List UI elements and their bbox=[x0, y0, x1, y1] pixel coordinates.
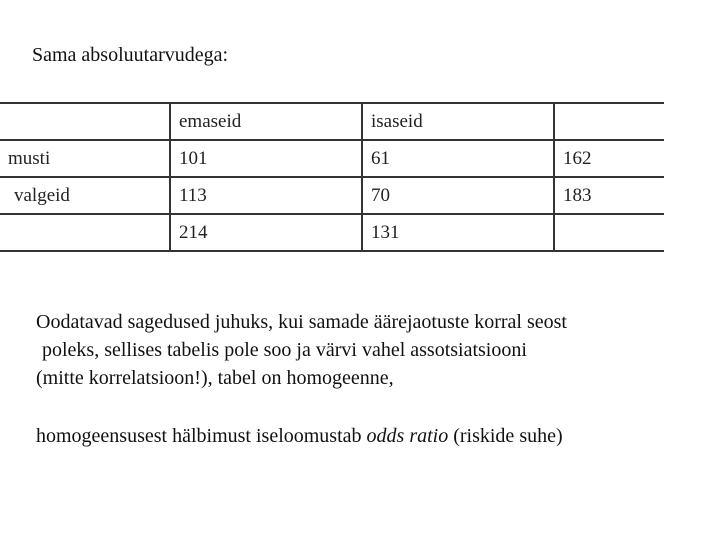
table-cell bbox=[554, 103, 664, 140]
table-row bbox=[0, 140, 664, 177]
closing-sentence bbox=[36, 422, 696, 450]
table-cell bbox=[0, 214, 170, 251]
column-total-cell: 214 bbox=[170, 214, 362, 251]
table-cell: 70 bbox=[362, 177, 554, 214]
closing-prefix: homogeensusest hälbimust iseloomustab bbox=[36, 425, 367, 447]
row-total-cell: 183 bbox=[554, 177, 664, 214]
column-total-cell: 131 bbox=[362, 214, 554, 251]
table-row bbox=[0, 177, 664, 214]
paragraph-line: Oodatavad sagedused juhuks, kui samade äärejaotuste korral seost bbox=[36, 311, 567, 333]
paragraph-line: (mitte korrelatsioon!), tabel on homogeenne, bbox=[36, 367, 394, 389]
table-header-cell: emaseid bbox=[170, 103, 362, 140]
paragraph-line: poleks, sellises tabelis pole soo ja värvi vahel assotsiatsiooni bbox=[42, 339, 527, 361]
explanation-paragraph bbox=[36, 308, 696, 392]
row-label: valgeid bbox=[0, 177, 170, 214]
odds-ratio-term: odds ratio bbox=[366, 425, 449, 447]
table-cell bbox=[0, 103, 170, 140]
table-header-row bbox=[0, 103, 664, 140]
page-heading: Sama absoluutarvudega: bbox=[32, 44, 229, 66]
table-cell: 113 bbox=[170, 177, 362, 214]
closing-suffix: (riskide suhe) bbox=[448, 425, 563, 447]
row-label: musti bbox=[0, 140, 170, 177]
contingency-table bbox=[0, 102, 664, 252]
table-header-cell: isaseid bbox=[362, 103, 554, 140]
table-cell: 61 bbox=[362, 140, 554, 177]
table-totals-row bbox=[0, 214, 664, 251]
table-cell bbox=[554, 214, 664, 251]
table-cell: 101 bbox=[170, 140, 362, 177]
row-total-cell: 162 bbox=[554, 140, 664, 177]
